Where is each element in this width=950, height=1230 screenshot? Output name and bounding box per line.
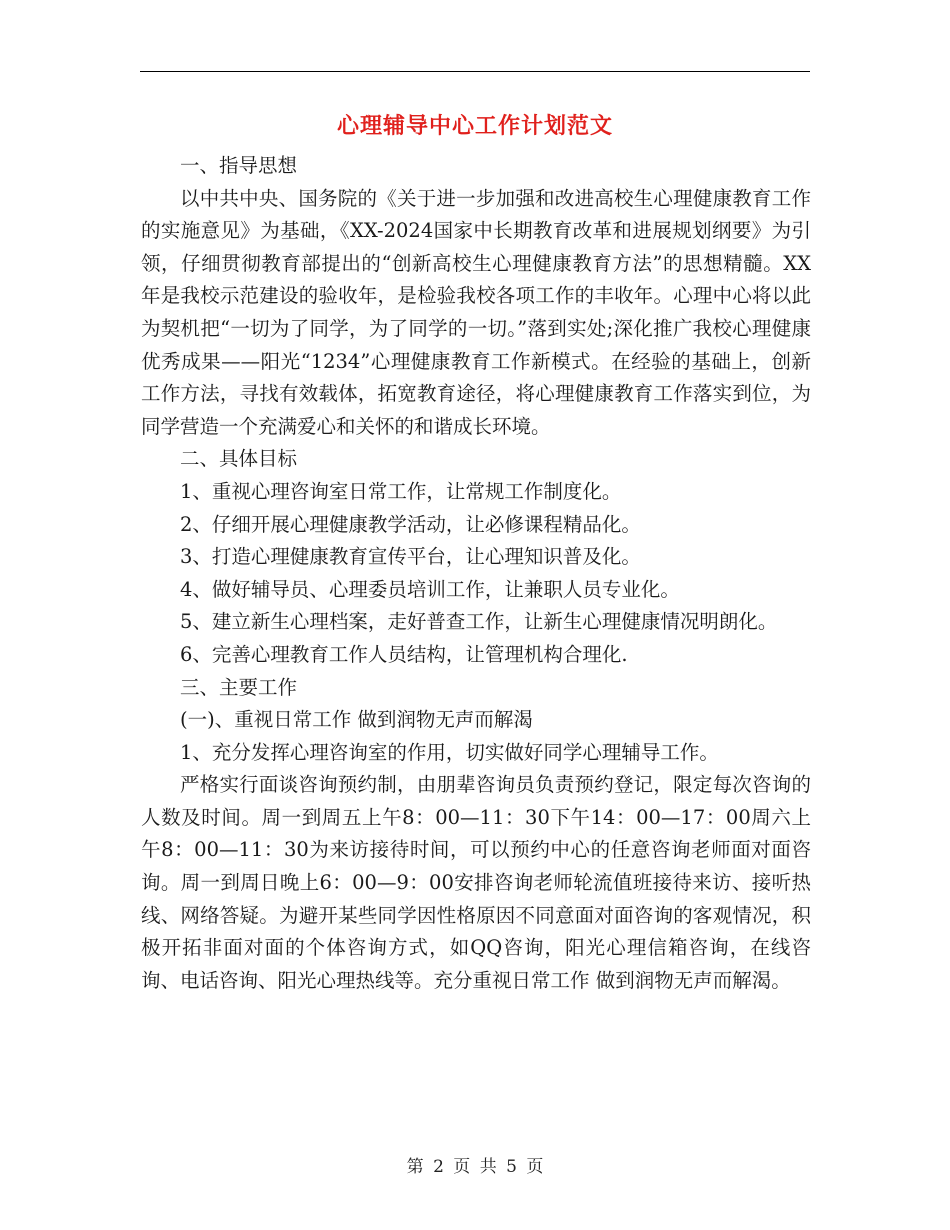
subsection-heading: (一)、重视日常工作 做到润物无声而解渴 <box>180 708 533 732</box>
document-body <box>141 150 811 997</box>
header-rule <box>140 71 810 72</box>
list-item: 5、建立新生心理档案，走好普查工作，让新生心理健康情况明朗化。 <box>180 610 778 634</box>
list-item: 1、充分发挥心理咨询室的作用，切实做好同学心理辅导工作。 <box>180 740 719 764</box>
body-paragraph: 严格实行面谈咨询预约制，由朋辈咨询员负责预约登记，限定每次咨询的人数及时间。周一到周五上午8：00—11：30下午14：00—17：00周六上午8：00—11：30为来访接待时间，可以预约中心的任意咨询老师面对面咨询。周一到周日晚上6：00—9：00安排咨询老师轮流值班接待来访、接听热线、网络答疑。为避开某些同学因性格原因不同意面对面咨询的客观情况，积极开拓非面对面的个体咨询方式，如QQ咨询，阳光心理信箱咨询，在线咨询、电话咨询、阳光心理热线等。充分重视日常工作 做到润物无声而解渴。 <box>141 773 811 992</box>
section-heading: 一、指导思想 <box>180 154 298 177</box>
list-item: 3、打造心理健康教育宣传平台，让心理知识普及化。 <box>180 545 641 569</box>
list-item: 4、做好辅导员、心理委员培训工作，让兼职人员专业化。 <box>180 577 680 601</box>
body-paragraph: 以中共中央、国务院的《关于进一步加强和改进高校生心理健康教育工作的实施意见》为基础，《XX-2024国家中长期教育改革和进展规划纲要》为引领，仔细贯彻教育部提出的“创新高校生心理健康教育方法”的思想精髓。XX年是我校示范建设的验收年，是检验我校各项工作的丰收年。心理中心将以此为契机把“一切为了同学，为了同学的一切。”落到实处;深化推广我校心理健康优秀成果——阳光“1234”心理健康教育工作新模式。在经验的基础上，创新工作方法，寻找有效载体，拓宽教育途径，将心理健康教育工作落实到位，为同学营造一个充满爱心和关怀的和谐成长环境。 <box>141 186 811 438</box>
document-title: 心理辅导中心工作计划范文 <box>336 113 613 139</box>
list-item: 2、仔细开展心理健康教学活动，让必修课程精品化。 <box>180 512 641 536</box>
list-item: 1、重视心理咨询室日常工作，让常规工作制度化。 <box>180 479 622 503</box>
page-number-footer: 第 2 页 共 5 页 <box>406 1157 544 1177</box>
section-heading: 二、具体目标 <box>180 447 298 471</box>
section-heading: 三、主要工作 <box>180 675 298 699</box>
list-item: 6、完善心理教育工作人员结构，让管理机构合理化. <box>180 642 628 666</box>
